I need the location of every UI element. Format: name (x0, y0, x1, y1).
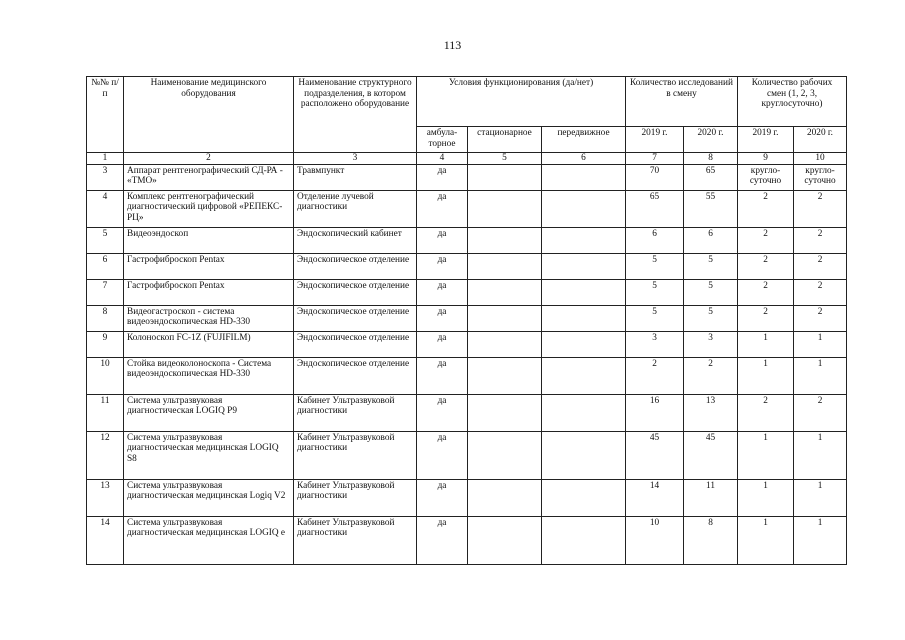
page-number: 113 (443, 38, 462, 52)
studies-2020: 6 (684, 227, 738, 253)
cond-mobile (542, 431, 626, 479)
shifts-2020: 1 (794, 516, 847, 564)
equipment-name: Колоноскоп FC-1Z (FUJIFILM) (124, 331, 294, 357)
row-number: 12 (87, 431, 124, 479)
studies-2020: 5 (684, 305, 738, 331)
header-num: №№ п/п (87, 77, 124, 153)
cond-mobile (542, 190, 626, 227)
studies-2020: 13 (684, 394, 738, 431)
unit-name: Кабинет Ультразвуковой диагностики (294, 479, 417, 516)
table-row (87, 331, 847, 357)
cond-mobile (542, 164, 626, 190)
equipment-name: Система ультразвуковая диагностическая медицинская Logiq V2 (124, 479, 294, 516)
studies-2020: 3 (684, 331, 738, 357)
unit-name: Кабинет Ультразвуковой диагностики (294, 516, 417, 564)
cond-mobile (542, 479, 626, 516)
cond-ambulatory: да (417, 253, 468, 279)
unit-name: Отделение лучевой диагностики (294, 190, 417, 227)
header-studies-2020: 2020 г. (684, 127, 738, 153)
cond-ambulatory: да (417, 357, 468, 394)
studies-2019: 3 (626, 331, 684, 357)
shifts-2020: 1 (794, 357, 847, 394)
table-row (87, 227, 847, 253)
table-row (87, 357, 847, 394)
studies-2019: 16 (626, 394, 684, 431)
unit-name: Эндоскопическое отделение (294, 331, 417, 357)
row-number: 8 (87, 305, 124, 331)
cond-ambulatory: да (417, 431, 468, 479)
row-number: 11 (87, 394, 124, 431)
cond-mobile (542, 394, 626, 431)
header-unit: Наименование структурного подразделения, в котором расположено оборудование (294, 77, 417, 153)
column-number: 3 (294, 153, 417, 165)
equipment-name: Стойка видеоколоноскопа - Система видеоэндоскопическая HD-330 (124, 357, 294, 394)
shifts-2019: 2 (738, 253, 794, 279)
studies-2019: 14 (626, 479, 684, 516)
table-row (87, 394, 847, 431)
cond-mobile (542, 227, 626, 253)
studies-2019: 2 (626, 357, 684, 394)
studies-2020: 45 (684, 431, 738, 479)
studies-2019: 70 (626, 164, 684, 190)
studies-2020: 5 (684, 279, 738, 305)
table-row (87, 164, 847, 190)
shifts-2020: 1 (794, 331, 847, 357)
shifts-2019: 2 (738, 305, 794, 331)
cond-inpatient (468, 479, 542, 516)
shifts-2020: 1 (794, 479, 847, 516)
column-number: 7 (626, 153, 684, 165)
table-body (87, 164, 847, 564)
studies-2019: 45 (626, 431, 684, 479)
header-equipment: Наименование медицинского оборудования (124, 77, 294, 153)
table-row (87, 479, 847, 516)
unit-name: Травмпункт (294, 164, 417, 190)
equipment-name: Гастрофиброскоп Pentax (124, 279, 294, 305)
cond-inpatient (468, 357, 542, 394)
shifts-2019: 2 (738, 227, 794, 253)
cond-ambulatory: да (417, 227, 468, 253)
cond-mobile (542, 305, 626, 331)
header-studies: Количество исследований в смену (626, 77, 738, 127)
cond-inpatient (468, 431, 542, 479)
row-number: 5 (87, 227, 124, 253)
table-row (87, 431, 847, 479)
unit-name: Эндоскопическое отделение (294, 357, 417, 394)
studies-2019: 65 (626, 190, 684, 227)
cond-inpatient (468, 279, 542, 305)
shifts-2020: 2 (794, 279, 847, 305)
column-number: 5 (468, 153, 542, 165)
cond-ambulatory: да (417, 479, 468, 516)
cond-ambulatory: да (417, 394, 468, 431)
cond-mobile (542, 253, 626, 279)
cond-inpatient (468, 516, 542, 564)
column-number-row (87, 153, 847, 165)
cond-ambulatory: да (417, 164, 468, 190)
cond-ambulatory: да (417, 190, 468, 227)
shifts-2020: кругло-суточно (794, 164, 847, 190)
column-number: 2 (124, 153, 294, 165)
column-number: 10 (794, 153, 847, 165)
cond-mobile (542, 516, 626, 564)
table-row (87, 190, 847, 227)
equipment-name: Система ультразвуковая диагностическая медицинская LOGIQ e (124, 516, 294, 564)
cond-ambulatory: да (417, 305, 468, 331)
cond-ambulatory: да (417, 516, 468, 564)
cond-ambulatory: да (417, 331, 468, 357)
column-number: 8 (684, 153, 738, 165)
equipment-name: Комплекс рентгенографический диагностический цифровой «РЕПЕКС-РЦ» (124, 190, 294, 227)
shifts-2019: 1 (738, 331, 794, 357)
row-number: 6 (87, 253, 124, 279)
table-row (87, 516, 847, 564)
header-shifts-2020: 2020 г. (794, 127, 847, 153)
table-row (87, 305, 847, 331)
shifts-2019: 1 (738, 431, 794, 479)
cond-inpatient (468, 331, 542, 357)
column-number: 1 (87, 153, 124, 165)
studies-2019: 5 (626, 253, 684, 279)
studies-2020: 11 (684, 479, 738, 516)
unit-name: Эндоскопическое отделение (294, 253, 417, 279)
equipment-name: Аппарат рентгенографический СД-РА - «ТМО» (124, 164, 294, 190)
unit-name: Эндоскопическое отделение (294, 305, 417, 331)
shifts-2019: 2 (738, 279, 794, 305)
table-row (87, 279, 847, 305)
studies-2020: 55 (684, 190, 738, 227)
cond-mobile (542, 279, 626, 305)
header-cond-mobile: передвижное (542, 127, 626, 153)
cond-inpatient (468, 164, 542, 190)
cond-inpatient (468, 305, 542, 331)
equipment-name: Система ультразвуковая диагностическая медицинская LOGIQ S8 (124, 431, 294, 479)
row-number: 10 (87, 357, 124, 394)
row-number: 4 (87, 190, 124, 227)
header-cond-inpatient: стационарное (468, 127, 542, 153)
equipment-name: Гастрофиброскоп Pentax (124, 253, 294, 279)
cond-mobile (542, 331, 626, 357)
equipment-name: Видеогастроскоп - система видеоэндоскопическая HD-330 (124, 305, 294, 331)
studies-2019: 5 (626, 305, 684, 331)
studies-2019: 5 (626, 279, 684, 305)
equipment-name: Система ультразвуковая диагностическая LOGIQ P9 (124, 394, 294, 431)
row-number: 3 (87, 164, 124, 190)
studies-2020: 8 (684, 516, 738, 564)
studies-2019: 10 (626, 516, 684, 564)
shifts-2020: 2 (794, 227, 847, 253)
table-row (87, 253, 847, 279)
shifts-2020: 2 (794, 190, 847, 227)
header-shifts: Количество рабочих смен (1, 2, 3, круглосуточно) (738, 77, 847, 127)
unit-name: Кабинет Ультразвуковой диагностики (294, 394, 417, 431)
header-conditions: Условия функционирования (да/нет) (417, 77, 626, 127)
column-number: 6 (542, 153, 626, 165)
unit-name: Эндоскопическое отделение (294, 279, 417, 305)
studies-2020: 2 (684, 357, 738, 394)
cond-inpatient (468, 253, 542, 279)
row-number: 9 (87, 331, 124, 357)
shifts-2020: 2 (794, 394, 847, 431)
equipment-table (86, 76, 847, 565)
row-number: 7 (87, 279, 124, 305)
column-number: 4 (417, 153, 468, 165)
studies-2020: 65 (684, 164, 738, 190)
shifts-2019: 1 (738, 516, 794, 564)
cond-mobile (542, 357, 626, 394)
cond-inpatient (468, 394, 542, 431)
shifts-2019: кругло-суточно (738, 164, 794, 190)
header-cond-ambulatory: амбула-торное (417, 127, 468, 153)
row-number: 13 (87, 479, 124, 516)
equipment-name: Видеоэндоскоп (124, 227, 294, 253)
studies-2019: 6 (626, 227, 684, 253)
shifts-2019: 2 (738, 394, 794, 431)
shifts-2019: 2 (738, 190, 794, 227)
unit-name: Эндоскопический кабинет (294, 227, 417, 253)
shifts-2019: 1 (738, 479, 794, 516)
shifts-2020: 2 (794, 253, 847, 279)
shifts-2020: 1 (794, 431, 847, 479)
unit-name: Кабинет Ультразвуковой диагностики (294, 431, 417, 479)
shifts-2019: 1 (738, 357, 794, 394)
header-studies-2019: 2019 г. (626, 127, 684, 153)
column-number: 9 (738, 153, 794, 165)
shifts-2020: 2 (794, 305, 847, 331)
studies-2020: 5 (684, 253, 738, 279)
row-number: 14 (87, 516, 124, 564)
cond-inpatient (468, 190, 542, 227)
header-shifts-2019: 2019 г. (738, 127, 794, 153)
cond-ambulatory: да (417, 279, 468, 305)
cond-inpatient (468, 227, 542, 253)
